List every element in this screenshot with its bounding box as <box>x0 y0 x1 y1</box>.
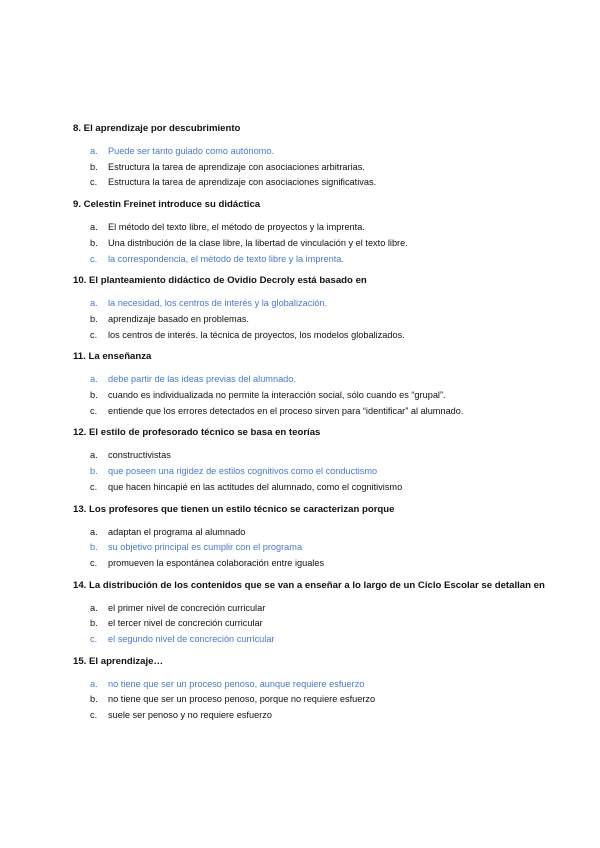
option-letter: b. <box>90 694 98 705</box>
option-letter: c. <box>90 253 98 264</box>
option-text: el segundo nivel de concreción curricular <box>108 634 275 645</box>
answer-options <box>73 525 560 572</box>
answer-option <box>90 160 560 176</box>
option-letter: b. <box>90 390 98 401</box>
answer-option <box>90 175 560 191</box>
option-letter: a. <box>90 298 98 309</box>
option-text: El método del texto libre, el método de proyectos y la imprenta. <box>108 222 365 233</box>
question-title: 9. Celestin Freinet introduce su didáctica <box>73 199 261 211</box>
option-text: la necesidad, los centros de interés y la globalización. <box>108 298 328 309</box>
option-text: no tiene que ser un proceso penoso, porque no requiere esfuerzo <box>108 694 376 705</box>
answer-options <box>73 296 560 343</box>
answer-option <box>90 692 560 708</box>
option-text: Estructura la tarea de aprendizaje con asociaciones arbitrarias. <box>108 161 365 172</box>
option-letter: b. <box>90 618 98 629</box>
question-title: 15. El aprendizaje… <box>73 655 164 667</box>
answer-option <box>90 525 560 541</box>
answer-option-correct <box>90 296 560 312</box>
answer-option <box>90 236 560 252</box>
answer-option <box>90 388 560 404</box>
answer-options <box>73 144 560 191</box>
option-text: adaptan el programa al alumnado <box>108 526 246 537</box>
option-text: debe partir de las ideas previas del alumnado. <box>108 374 296 385</box>
option-text: promueven la espontánea colaboración entre iguales <box>108 557 325 568</box>
question-block <box>73 578 560 654</box>
option-letter: c. <box>90 634 98 645</box>
option-letter: c. <box>90 481 98 492</box>
option-letter: c. <box>90 177 98 188</box>
answer-option-correct <box>90 464 560 480</box>
option-text: no tiene que ser un proceso penoso, aunque requiere esfuerzo <box>108 678 365 689</box>
question-title: 14. La distribución de los contenidos que se van a enseñar a lo largo de un Ciclo Escolar se detallan en <box>73 579 545 591</box>
question-block <box>73 654 560 730</box>
answer-option <box>90 708 560 724</box>
option-letter: a. <box>90 602 98 613</box>
question-title: 11. La enseñanza <box>73 351 152 363</box>
option-text: que poseen una rigidez de estilos cognitivos como el conductismo <box>108 466 378 477</box>
option-letter: b. <box>90 237 98 248</box>
option-text: la correspondencia, el método de texto libre y la imprenta. <box>108 253 344 264</box>
option-letter: a. <box>90 146 98 156</box>
answer-option-correct <box>90 144 560 160</box>
answer-options <box>73 677 560 724</box>
answer-option <box>90 556 560 572</box>
option-text: constructivistas <box>108 450 171 461</box>
question-block <box>73 121 560 197</box>
answer-option-correct <box>90 252 560 268</box>
answer-options <box>73 220 560 267</box>
answer-option <box>90 220 560 236</box>
option-letter: a. <box>90 222 98 233</box>
option-letter: c. <box>90 329 98 340</box>
question-title: 13. Los profesores que tienen un estilo técnico se caracterizan porque <box>73 503 395 515</box>
section-spacer <box>73 724 560 730</box>
answer-option-correct <box>90 632 560 648</box>
answer-option-correct <box>90 677 560 693</box>
option-text: Estructura la tarea de aprendizaje con asociaciones significativas. <box>108 177 377 188</box>
option-text: entiende que los errores detectados en el proceso sirven para “identificar” al alumnado. <box>108 405 464 416</box>
option-text: que hacen hincapié en las actitudes del alumnado, como el cognitivismo <box>108 481 403 492</box>
option-letter: b. <box>90 161 98 172</box>
option-letter: c. <box>90 710 98 721</box>
option-text: los centros de interés. la técnica de proyectos, los modelos globalizados. <box>108 329 405 340</box>
option-letter: c. <box>90 405 98 416</box>
answer-option <box>90 328 560 344</box>
option-text: su objetivo principal es cumplir con el programa <box>108 542 303 553</box>
answer-options <box>73 448 560 495</box>
option-text: aprendizaje basado en problemas. <box>108 313 249 324</box>
question-block <box>73 425 560 501</box>
option-letter: a. <box>90 374 98 385</box>
answer-option-correct <box>90 372 560 388</box>
question-block <box>73 197 560 273</box>
question-list <box>73 121 560 730</box>
option-letter: a. <box>90 526 98 537</box>
option-text: Una distribución de la clase libre, la libertad de vinculación y el texto libre. <box>108 237 408 248</box>
answer-option <box>90 312 560 328</box>
answer-option-correct <box>90 540 560 556</box>
answer-option <box>90 404 560 420</box>
answer-options <box>73 601 560 648</box>
option-text: el primer nivel de concreción curricular <box>108 602 266 613</box>
option-text: el tercer nivel de concreción curricular <box>108 618 263 629</box>
option-text: Puede ser tanto guiado como autónomo. <box>108 146 274 156</box>
option-letter: b. <box>90 466 98 477</box>
answer-option <box>90 480 560 496</box>
option-letter: a. <box>90 678 98 689</box>
question-title: 12. El estilo de profesorado técnico se basa en teorías <box>73 427 321 439</box>
option-letter: b. <box>90 313 98 324</box>
option-text: cuando es individualizada no permite la interacción social, sólo cuando es “grupal”. <box>108 390 446 401</box>
option-letter: b. <box>90 542 98 553</box>
question-block <box>73 349 560 425</box>
option-letter: c. <box>90 557 98 568</box>
answer-option <box>90 448 560 464</box>
option-letter: a. <box>90 450 98 461</box>
answer-option <box>90 616 560 632</box>
option-text: suele ser penoso y no requiere esfuerzo <box>108 710 272 721</box>
question-title: 8. El aprendizaje por descubrimiento <box>73 123 241 134</box>
answer-options <box>73 372 560 419</box>
question-block <box>73 502 560 578</box>
question-block <box>73 273 560 349</box>
question-title: 10. El planteamiento didáctico de Ovidio Decroly está basado en <box>73 275 367 287</box>
answer-option <box>90 601 560 617</box>
